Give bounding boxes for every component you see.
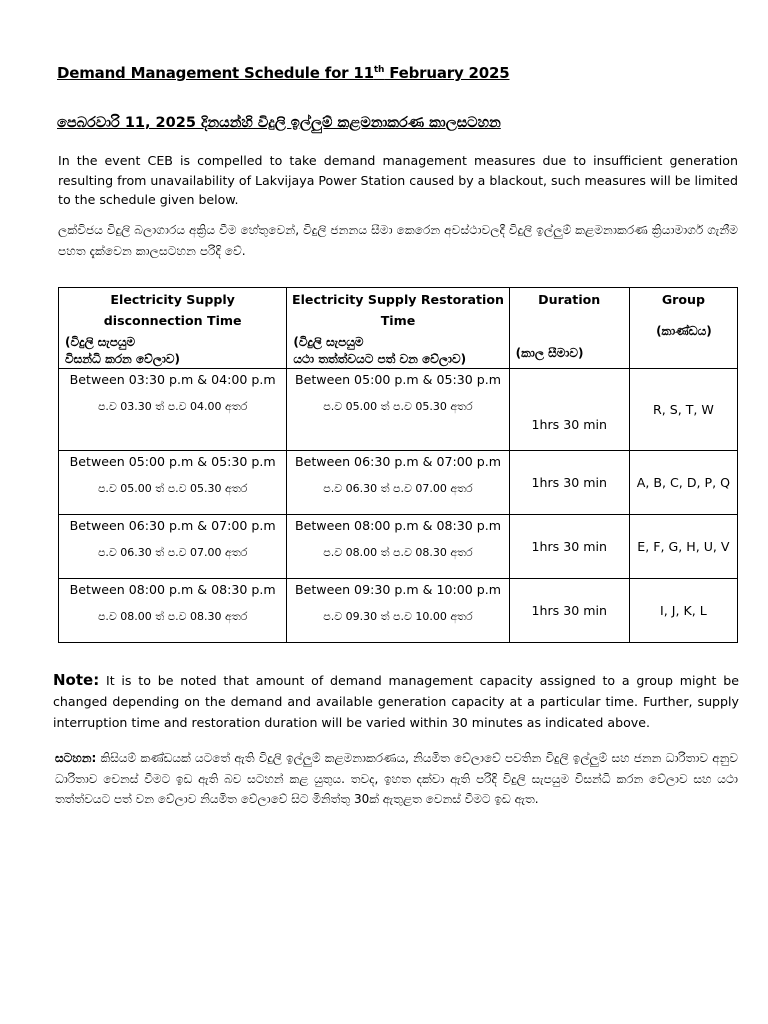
group-cell: E, F, G, H, U, V <box>629 515 737 579</box>
disconnection-cell: Between 05:00 p.m & 05:30 p.m ප.ව 05.00 ත් ප.ව 05.30 අතර <box>59 451 287 515</box>
header-label: Electricity Supply disconnection Time <box>103 292 242 328</box>
title-superscript: th <box>373 65 385 75</box>
table-row <box>59 515 738 579</box>
note-paragraph-english <box>53 670 739 733</box>
header-duration <box>509 288 629 369</box>
duration-cell: 1hrs 30 min <box>509 579 629 643</box>
note-label: Note: <box>53 671 100 689</box>
document-title <box>57 64 510 82</box>
note-paragraph-sinhala <box>55 748 738 810</box>
table-row <box>59 369 738 451</box>
header-label: Electricity Supply Restoration Time <box>292 292 504 328</box>
header-sinhala-label: (විදුලි සැපයුම විසන්ධි කරන වේලාව) <box>65 335 181 366</box>
disconnection-cell: Between 08:00 p.m & 08:30 p.m ප.ව 08.00 ත් ප.ව 08.30 අතර <box>59 579 287 643</box>
table-header-row <box>59 288 738 369</box>
note-label-sinhala: සටහන: <box>55 751 97 765</box>
note-text: It is to be noted that amount of demand management capacity assigned to a group might be changed depending on the demand and available generation capacity at a particular time. Further, supply interruption time and restoration duration will be varied within 30 minutes as indicated above. <box>53 673 739 730</box>
restoration-cell: Between 08:00 p.m & 08:30 p.m ප.ව 08.00 ත් ප.ව 08.30 අතර <box>287 515 509 579</box>
group-cell: R, S, T, W <box>629 369 737 451</box>
restoration-cell: Between 05:00 p.m & 05:30 p.m ප.ව 05.00 ත් ප.ව 05.30 අතර <box>287 369 509 451</box>
header-label: Group <box>661 292 705 307</box>
intro-paragraph-sinhala: ලක්විජය විදුලි බලාගාරය අක්‍රිය වීම හේතුවෙන්, විදුලි ජනනය සීමා කෙරෙන අවස්ථාවලදී විදුලි ඉල්ලුම් කළමනාකරණ ක්‍රියාමාර්ග ගැනීම පහත දැක්වෙන කාලසටහන පරිදි වේ. <box>58 223 738 258</box>
header-group <box>629 288 737 369</box>
restoration-cell: Between 06:30 p.m & 07:00 p.m ප.ව 06.30 ත් ප.ව 07.00 අතර <box>287 451 509 515</box>
header-sinhala-label: (කාල සීමාව) <box>515 346 584 360</box>
group-cell: I, J, K, L <box>629 579 737 643</box>
title-text-suffix: February 2025 <box>384 64 510 82</box>
duration-cell: 1hrs 30 min <box>509 369 629 451</box>
header-disconnection-time <box>59 288 287 369</box>
schedule-table <box>58 287 738 643</box>
disconnection-cell: Between 03:30 p.m & 04:00 p.m ප.ව 03.30 ත් ප.ව 04.00 අතර <box>59 369 287 451</box>
header-sinhala-label: (කාණ්ඩය) <box>656 324 712 338</box>
sinhala-title: පෙබරවාරි 11, 2025 දිනයන්හි විදුලි ඉල්ලුම් කළමනාකරණ කාලසටහන <box>57 115 501 131</box>
header-restoration-time <box>287 288 509 369</box>
title-text: Demand Management Schedule for 11 <box>57 64 374 82</box>
note-text-sinhala: කිසියම් කණ්ඩයක් යටතේ ඇති විදුලි ඉල්ලුම් කළමනාකරණය, නියමිත වේලාවේ පවතින විදුලි ඉල්ලුම් සහ ජනන ධාරිතාව අනුව ධාරිතාව වෙනස් වීමට ඉඩ ඇති බව සටහන් කළ යුතුය. තවද, ඉහත දක්වා ඇති පරිදි විදුලි සැපයුම විසන්ධි කරන වේලාව සහ යථා තත්ත්වයට පත් වන වේලාව නියමිත වේලාවේ සිට මිනිත්තු 30ක් ඇතුළත වෙනස් වීමට ඉඩ ඇත. <box>55 751 738 806</box>
intro-paragraph-english: In the event CEB is compelled to take demand management measures due to insufficient generation resulting from unavailability of Lakvijaya Power Station caused by a blackout, such measures will be limited to the schedule given below. <box>58 153 738 207</box>
group-cell: A, B, C, D, P, Q <box>629 451 737 515</box>
duration-cell: 1hrs 30 min <box>509 451 629 515</box>
header-sinhala-label: (විදුලි සැපයුම යථා තත්ත්වයට පත් වන වේලාව) <box>293 335 467 366</box>
table-row <box>59 579 738 643</box>
table-row <box>59 451 738 515</box>
header-label: Duration <box>538 292 601 307</box>
restoration-cell: Between 09:30 p.m & 10:00 p.m ප.ව 09.30 ත් ප.ව 10.00 අතර <box>287 579 509 643</box>
disconnection-cell: Between 06:30 p.m & 07:00 p.m ප.ව 06.30 ත් ප.ව 07.00 අතර <box>59 515 287 579</box>
duration-cell: 1hrs 30 min <box>509 515 629 579</box>
